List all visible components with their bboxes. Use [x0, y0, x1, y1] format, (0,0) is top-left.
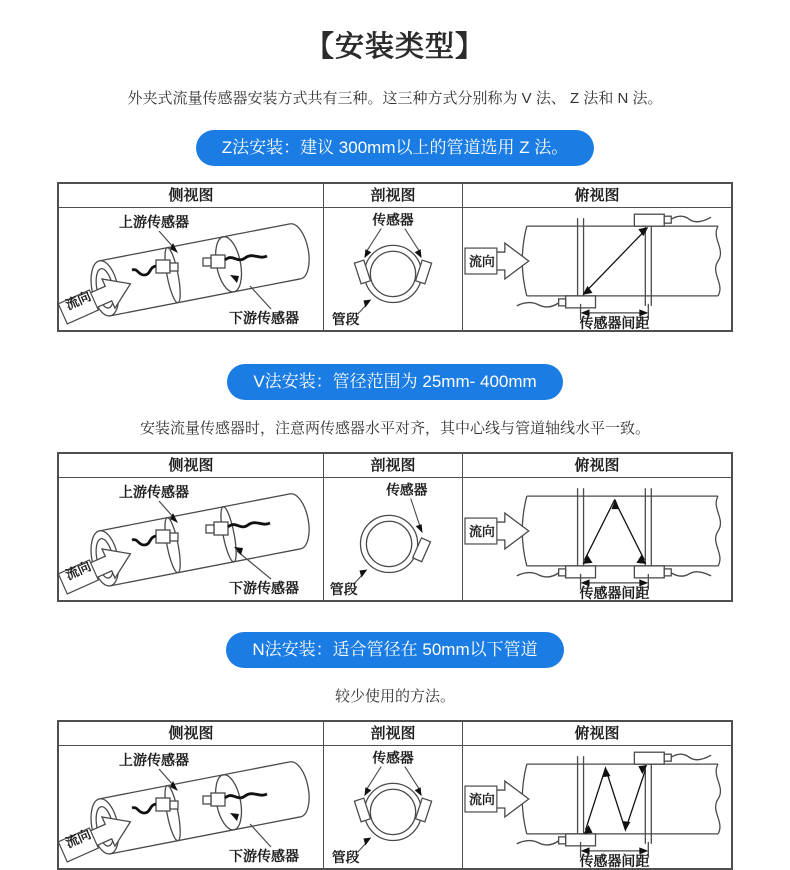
- upstream-sensor-cable: [132, 536, 156, 545]
- diagram-header-row: [59, 184, 731, 208]
- header-side-view: 侧视图: [168, 725, 214, 742]
- top-view-cell: [463, 208, 731, 330]
- pipe-top-view-drawing-z: [463, 208, 731, 330]
- downstream-sensor-body: [214, 522, 228, 535]
- pipe-top-view-drawing-v: [463, 478, 731, 600]
- section-view-cell: [323, 208, 463, 330]
- right-sensor-block: [416, 798, 432, 822]
- header-top-view: 俯视图: [574, 725, 620, 742]
- pipe-section-view-drawing: [324, 478, 462, 600]
- pipe-section-view-drawing: [324, 746, 462, 868]
- n-method-diagram-panel: [57, 720, 733, 870]
- side-view-cell: [59, 208, 323, 330]
- section-view-cell: [323, 746, 463, 868]
- downstream-sensor-cable: [228, 523, 270, 527]
- upstream-sensor-body: [156, 798, 170, 811]
- section-z-method: [0, 130, 790, 332]
- sensor-label: 传感器: [372, 750, 414, 766]
- downstream-sensor-label: 下游传感器: [229, 580, 299, 596]
- section-view-cell: [323, 478, 463, 600]
- downstream-sensor-cable: [225, 794, 267, 798]
- flow-label: 流向: [468, 792, 495, 808]
- header-section-view: 剖视图: [323, 722, 463, 745]
- side-view-cell: [59, 746, 323, 868]
- ultrasonic-beam-n: [586, 768, 646, 830]
- ultrasonic-beam-v: [585, 500, 645, 560]
- right-sensor-block: [416, 260, 432, 284]
- flow-label: 流向: [468, 524, 495, 540]
- downstream-sensor-body: [211, 255, 225, 268]
- n-method-note: 较少使用的方法。: [334, 688, 455, 705]
- z-method-pill: Z法安装：建议 300mm以上的管道选用 Z 法。: [196, 130, 595, 166]
- upstream-sensor-body: [156, 260, 170, 273]
- diagram-header-row: [59, 722, 731, 746]
- downstream-sensor-cable: [225, 256, 267, 260]
- z-method-diagram-panel: [57, 182, 733, 332]
- pipe-segment-label: 管段: [331, 850, 360, 866]
- pipe-side-view-drawing: [59, 208, 323, 330]
- n-method-pill: N法安装：适合管径在 50mm以下管道: [226, 632, 563, 668]
- pipe-side-view-drawing: [59, 746, 323, 868]
- section-v-method: [0, 364, 790, 602]
- pipe-section-view-drawing: [324, 208, 462, 330]
- downstream-sensor-label: 下游传感器: [229, 848, 299, 864]
- v-method-diagram-panel: [57, 452, 733, 602]
- pipe-top-view-drawing-n: [463, 746, 731, 868]
- upstream-sensor-label: 上游传感器: [119, 214, 189, 230]
- left-sensor-block: [354, 260, 370, 284]
- pipe-segment-label: 管段: [329, 582, 358, 598]
- top-view-cell: [463, 478, 731, 600]
- header-top-view: 俯视图: [574, 187, 620, 204]
- side-view-cell: [59, 478, 323, 600]
- header-side-view: 侧视图: [168, 187, 214, 204]
- sensor-label: 传感器: [386, 482, 428, 498]
- top-sensor-unit: [634, 214, 664, 226]
- top-sensor-unit: [634, 752, 664, 764]
- diagram-body-row: [59, 746, 731, 868]
- diagram-header-row: [59, 454, 731, 478]
- header-top-view: 俯视图: [574, 457, 620, 474]
- right-sensor-unit: [634, 566, 664, 578]
- intro-text: 外夹式流量传感器安装方式共有三种。这三种方式分别称为 V 法、 Z 法和 N 法。: [127, 90, 663, 107]
- upstream-sensor-cable: [132, 804, 156, 813]
- top-view-cell: [463, 746, 731, 868]
- downstream-sensor-label: 下游传感器: [229, 310, 299, 326]
- sensor-spacing-label: 传感器间距: [579, 584, 650, 601]
- sensor-label: 传感器: [372, 212, 414, 228]
- downstream-sensor-body: [211, 793, 225, 806]
- upstream-sensor-label: 上游传感器: [119, 752, 189, 768]
- header-section-view: 剖视图: [323, 454, 463, 477]
- v-method-note: 安装流量传感器时，注意两传感器水平对齐，其中心线与管道轴线水平一致。: [139, 420, 650, 437]
- pipe-side-view-drawing: [59, 478, 323, 600]
- diagram-body-row: [59, 478, 731, 600]
- page-title: 【安装类型】: [304, 31, 485, 63]
- flow-label: 流向: [63, 558, 94, 583]
- section-n-method: [0, 632, 790, 870]
- ultrasonic-beam-z: [587, 231, 645, 291]
- pipe-cylinder: [87, 221, 314, 318]
- header-side-view: 侧视图: [168, 457, 214, 474]
- diagram-body-row: [59, 208, 731, 330]
- upstream-sensor-cable: [132, 266, 156, 275]
- flow-label: 流向: [468, 254, 495, 270]
- pipe-segment-label: 管段: [331, 312, 360, 328]
- flow-label: 流向: [63, 826, 94, 851]
- right-sensor-block: [413, 538, 431, 562]
- v-method-pill: V法安装：管径范围为 25mm- 400mm: [227, 364, 562, 400]
- left-sensor-block: [354, 798, 370, 822]
- sensor-spacing-label: 传感器间距: [579, 852, 650, 869]
- sensor-spacing-label: 传感器间距: [579, 314, 650, 331]
- upstream-sensor-label: 上游传感器: [119, 484, 189, 500]
- upstream-sensor-body: [156, 530, 170, 543]
- header-section-view: 剖视图: [323, 184, 463, 207]
- flow-label: 流向: [63, 288, 94, 313]
